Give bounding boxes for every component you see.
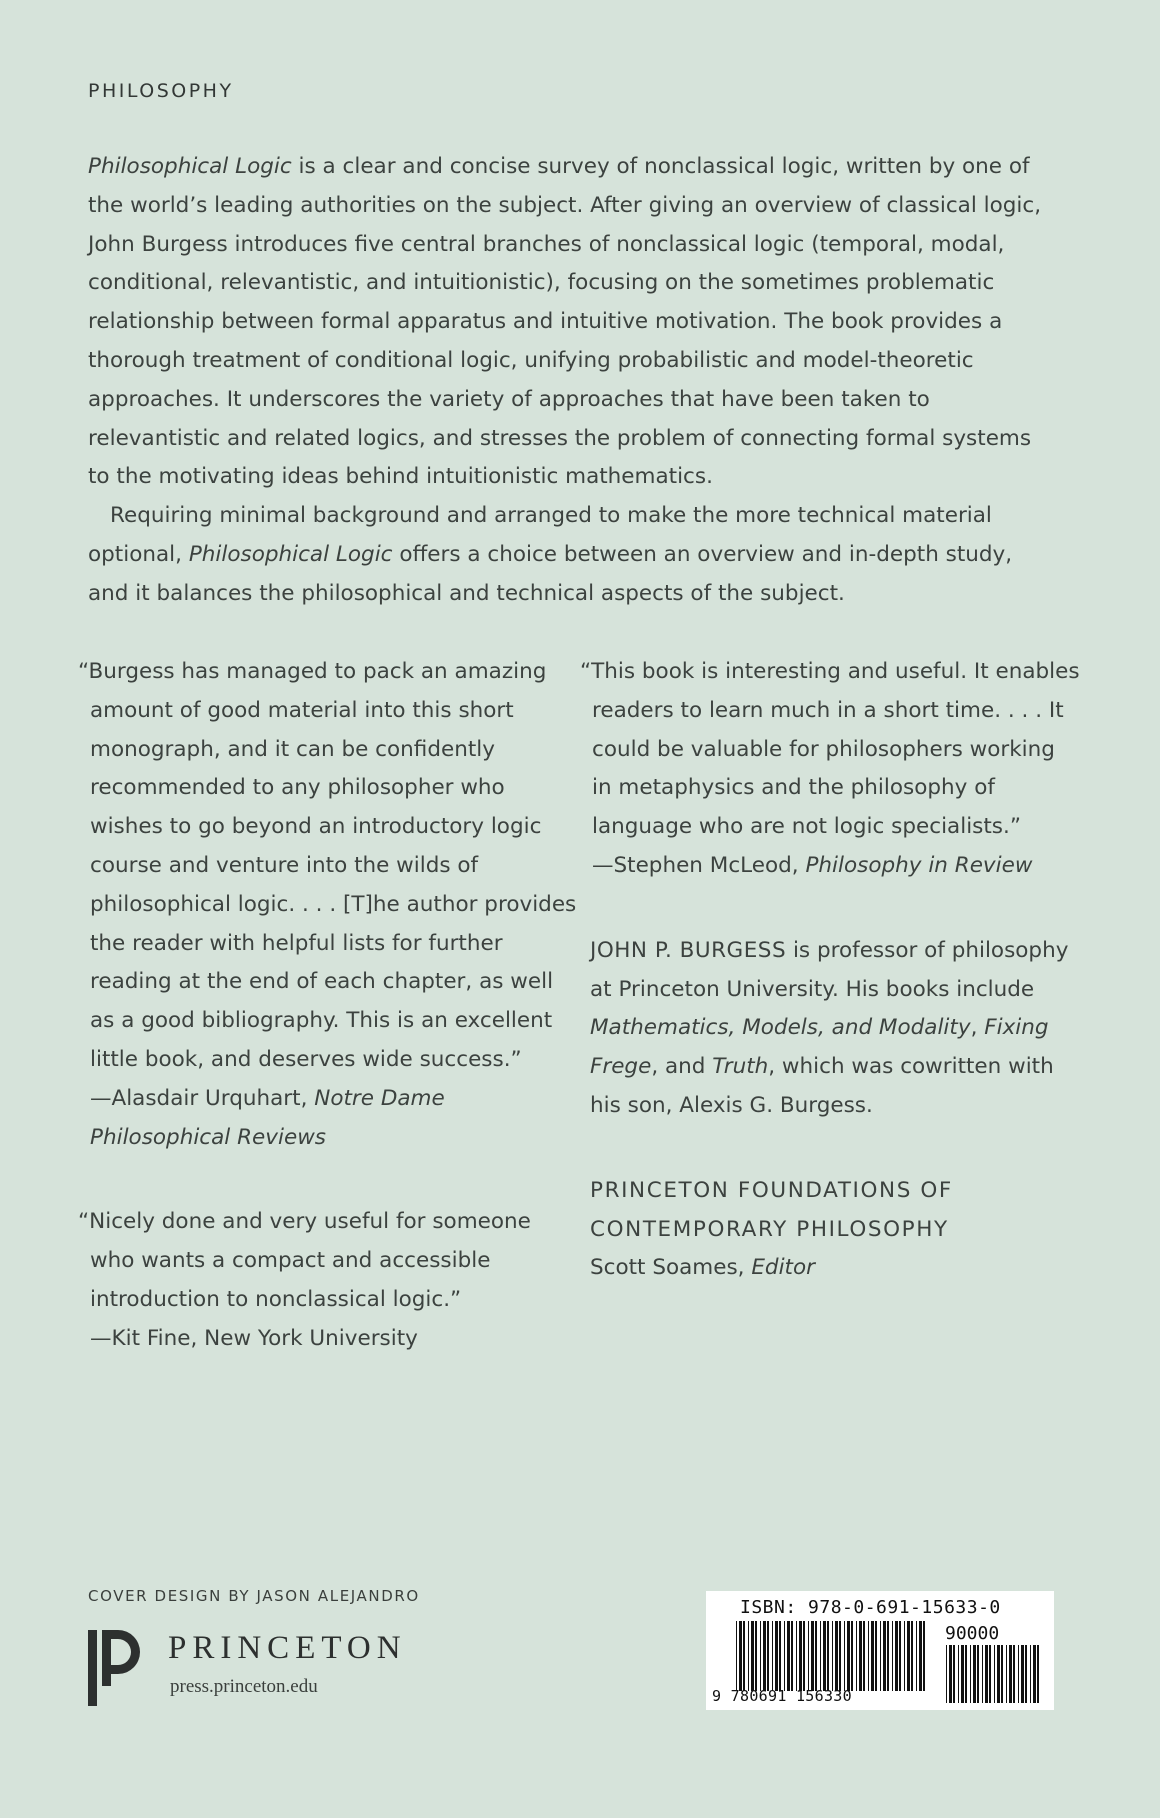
isbn-text: ISBN: 978-0-691-15633-0 — [740, 1597, 1001, 1618]
barcode-bar — [994, 1645, 995, 1703]
barcode-bar — [985, 1645, 988, 1703]
barcode-bar — [1030, 1645, 1031, 1703]
barcode-bar — [1009, 1645, 1012, 1703]
publisher-url: press.princeton.edu — [170, 1676, 318, 1697]
barcode-bar — [1001, 1645, 1003, 1703]
barcode-bar — [856, 1621, 857, 1691]
publisher-name: PRINCETON — [168, 1630, 407, 1666]
barcode-bar — [904, 1621, 905, 1691]
barcode-bar — [965, 1645, 967, 1703]
barcode-bar — [835, 1621, 838, 1691]
barcode-bar — [1033, 1645, 1036, 1703]
quote-attribution: —Alasdair Urquhart, Notre Dame Philosophical Reviews — [90, 1085, 445, 1150]
barcode-bar — [892, 1621, 893, 1691]
description-paragraph-2: Requiring minimal background and arranged to make the more technical material optional, Philosophical Logic offers a choice between an overview and in-depth study, and it balances the philosophical and technical aspects of the subject. — [88, 503, 1013, 606]
barcode-bar — [989, 1645, 991, 1703]
review-quote-urquhart: “Burgess has managed to pack an amazing amount of good material into this short monograph, and it can be confidently recommended to any philosopher who wishes to go beyond an introductory logic course and venture into the wilds of philosophical logic. . . . [T]he author provides the reader with helpful lists for further reading at the end of each chapter, as well as a good bibliography. This is an excellent little book, and deserves wide success.” —Alasdair Urquhart, Notre Dame Philosophical Reviews — [78, 653, 578, 1157]
barcode-bar — [739, 1621, 742, 1691]
barcode-bar — [907, 1621, 910, 1691]
barcode-bar — [784, 1621, 785, 1691]
barcode-bar — [851, 1621, 853, 1691]
barcode-bar — [827, 1621, 829, 1691]
author-name: JOHN P. BURGESS — [590, 937, 787, 963]
barcode-bar — [871, 1621, 874, 1691]
barcode-bar — [803, 1621, 805, 1691]
barcode-bar — [767, 1621, 769, 1691]
book-description — [88, 148, 1048, 614]
left-column — [78, 653, 578, 1359]
barcode-bar — [859, 1621, 862, 1691]
category-label: PHILOSOPHY — [88, 80, 234, 102]
barcode-bar — [946, 1645, 947, 1703]
barcode-bar — [787, 1621, 790, 1691]
barcode-bar — [791, 1621, 793, 1691]
barcode-bar — [796, 1621, 797, 1691]
right-column — [580, 653, 1080, 1288]
publisher-logo — [88, 1628, 428, 1708]
barcode-bar — [1037, 1645, 1039, 1703]
barcode-bar — [772, 1621, 773, 1691]
description-paragraph-1: Philosophical Logic is a clear and concise survey of nonclassical logic, written by one of the world’s leading authorities on the subject. After giving an overview of classical logic, John Burgess introduces five central branches of nonclassical logic (temporal, modal, conditional, relevantistic, and intuitionistic), focusing on the sometimes problematic relationship between formal apparatus and intuitive motivation. The book provides a thorough treatment of conditional logic, unifying probabilistic and model-theoretic approaches. It underscores the variety of approaches that have been taken to relevantistic and related logics, and stresses the problem of connecting formal systems to the motivating ideas behind intuitionistic mathematics. — [88, 154, 1042, 490]
barcode-bar — [1021, 1645, 1024, 1703]
barcode-bar — [1006, 1645, 1007, 1703]
barcode-bar — [977, 1645, 979, 1703]
barcode-bar — [875, 1621, 877, 1691]
barcode-bar — [880, 1621, 881, 1691]
barcode-bar — [832, 1621, 833, 1691]
series-title-line-2: CONTEMPORARY PHILOSOPHY — [590, 1216, 949, 1242]
barcode-bar — [911, 1621, 913, 1691]
series-editor: Scott Soames, Editor — [590, 1255, 815, 1281]
princeton-p-icon — [88, 1628, 140, 1708]
author-bio: JOHN P. BURGESS is professor of philosophy at Princeton University. His books include Mathematics, Models, and Modality, Fixing Frege, and Truth, which was cowritten with his son, Alexis G. Burgess. — [590, 937, 1069, 1118]
barcode-bar — [844, 1621, 845, 1691]
barcode-bar — [763, 1621, 766, 1691]
barcode-bar — [970, 1645, 971, 1703]
quote-attribution: —Kit Fine, New York University — [90, 1325, 418, 1351]
barcode-bar — [748, 1621, 749, 1691]
series-title-line-1: PRINCETON FOUNDATIONS OF — [590, 1177, 953, 1203]
book-title: Philosophical Logic — [88, 154, 292, 179]
barcode-bar — [973, 1645, 976, 1703]
barcode-bar — [811, 1621, 814, 1691]
barcode-bar — [839, 1621, 841, 1691]
isbn-barcode — [706, 1591, 1054, 1710]
barcode-bar — [1013, 1645, 1015, 1703]
barcode-bar — [887, 1621, 889, 1691]
barcode-bar — [779, 1621, 781, 1691]
barcode-bar — [760, 1621, 761, 1691]
barcode-bar — [743, 1621, 745, 1691]
barcode-bar — [982, 1645, 983, 1703]
barcode-bar — [863, 1621, 865, 1691]
barcode-bar — [997, 1645, 1000, 1703]
series-info — [580, 1172, 1080, 1288]
barcode-supplement: 90000 — [945, 1623, 1000, 1644]
barcode-bar — [820, 1621, 821, 1691]
barcode-bar — [1018, 1645, 1019, 1703]
barcode-bar — [815, 1621, 817, 1691]
barcode-bar — [958, 1645, 959, 1703]
barcode-bar — [1025, 1645, 1027, 1703]
book-title: Philosophical Logic — [188, 541, 393, 567]
barcode-bar — [823, 1621, 826, 1691]
barcode-bar — [847, 1621, 850, 1691]
barcode-bar — [736, 1621, 737, 1691]
barcode-bar — [919, 1621, 922, 1691]
cover-design-credit: COVER DESIGN BY JASON ALEJANDRO — [88, 1587, 420, 1605]
barcode-bar — [916, 1621, 917, 1691]
quote-attribution: —Stephen McLeod, Philosophy in Review — [592, 852, 1033, 878]
barcode-bar — [751, 1621, 754, 1691]
barcode-bar — [775, 1621, 778, 1691]
barcode-bar — [808, 1621, 809, 1691]
review-quote-mcleod: “This book is interesting and useful. It enables readers to learn much in a short time. . . . It could be valuable for philosophers working in metaphysics and the philosophy of language who are not logic specialists.” —Stephen McLeod, Philosophy in Review — [580, 653, 1080, 886]
barcode-bar — [953, 1645, 955, 1703]
barcode-bar — [899, 1621, 901, 1691]
review-quote-fine: “Nicely done and very useful for someone who wants a compact and accessible introduction to nonclassical logic.” —Kit Fine, New York University — [78, 1203, 578, 1358]
barcode-bar — [868, 1621, 869, 1691]
barcode-bar — [961, 1645, 964, 1703]
barcode-bar — [949, 1645, 952, 1703]
barcode-bar — [883, 1621, 886, 1691]
barcode-bar — [755, 1621, 757, 1691]
barcode-bar — [895, 1621, 898, 1691]
barcode-number: 9 780691 156330 — [712, 1687, 852, 1705]
barcode-bar — [799, 1621, 802, 1691]
barcode-bar — [923, 1621, 925, 1691]
